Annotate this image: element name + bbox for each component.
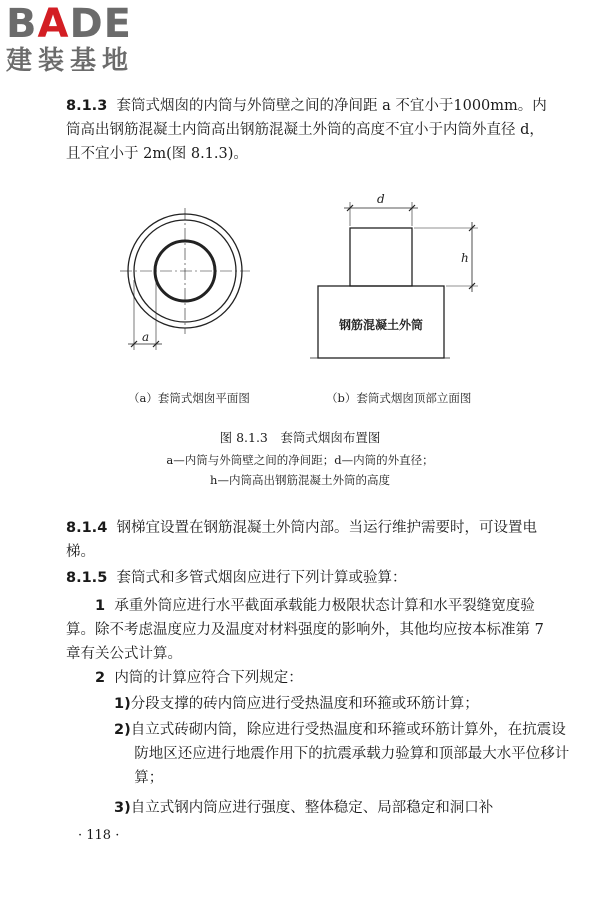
outer-shell-label: 钢筋混凝土外筒 — [338, 318, 424, 332]
clause-text: 钢梯宜设置在钢筋混凝土外筒内部。当运行维护需要时，可设置电梯。 — [66, 520, 538, 560]
chimney-diagram — [100, 188, 500, 368]
logo — [6, 1, 176, 76]
sub-clause-2 — [66, 666, 556, 690]
clause-8-1-5 — [66, 566, 556, 590]
page-number: · 118 · — [78, 828, 120, 843]
dim-label-a: a — [142, 330, 150, 344]
dim-label-d: d — [377, 192, 385, 206]
clause-number: 8.1.5 — [66, 570, 108, 586]
plan-view — [120, 208, 250, 350]
sub-clause-1 — [66, 594, 556, 666]
sub-clause-text: 承重外筒应进行水平截面承载能力极限状态计算和水平裂缝宽度验算。除不考虑温度应力及温度对材料强度的影响外，其他均应按本标准第 7 章有关公式计算。 — [66, 598, 544, 662]
clause-text: 套筒式烟囱的内筒与外筒壁之间的净间距 a 不宜小于1000mm。内筒高出钢筋混凝土内筒高出钢筋混凝土外筒的高度不宜小于内筒外直径 d，且不宜小于 2m(图 8.1.3)。 — [66, 98, 547, 162]
clause-number: 8.1.4 — [66, 520, 108, 536]
figure-title: 图 8.1.3 套筒式烟囱布置图 — [219, 430, 381, 445]
logo-subtitle: 建装基地 — [6, 46, 135, 76]
caption-a: （a）套筒式烟囱平面图 — [128, 391, 250, 405]
list-item: 3)自立式钢内筒应进行强度、整体稳定、局部稳定和洞口补 — [114, 800, 494, 816]
inner-flue-elevation — [350, 228, 412, 286]
figure-note-2: h—内筒高出钢筋混凝土外筒的高度 — [210, 473, 390, 487]
sub-clause-number: 2 — [95, 670, 106, 686]
sub-clause-text: 内筒的计算应符合下列规定： — [114, 670, 303, 686]
elevation-view — [310, 202, 478, 358]
dim-label-h: h — [461, 251, 469, 265]
figure-note-1: a—内筒与外筒壁之间的净间距；d—内筒的外直径； — [166, 453, 434, 467]
clause-8-1-3 — [66, 94, 556, 166]
caption-b: （b）套筒式烟囱顶部立面图 — [326, 391, 472, 405]
clause-number: 8.1.3 — [66, 98, 108, 114]
list-item: 2)自立式砖砌内筒，除应进行受热温度和环箍或环筋计算外，在抗震设防地区还应进行地震作用下的抗震承载力验算和顶部最大水平位移计算； — [114, 722, 570, 786]
sub-clause-number: 1 — [95, 598, 106, 614]
clause-text: 套筒式和多管式烟囱应进行下列计算或验算： — [116, 570, 407, 586]
list-item: 1)分段支撑的砖内筒应进行受热温度和环箍或环筋计算； — [114, 696, 479, 712]
logo-wordmark: BADE — [6, 1, 132, 47]
clause-8-1-4 — [66, 516, 556, 564]
